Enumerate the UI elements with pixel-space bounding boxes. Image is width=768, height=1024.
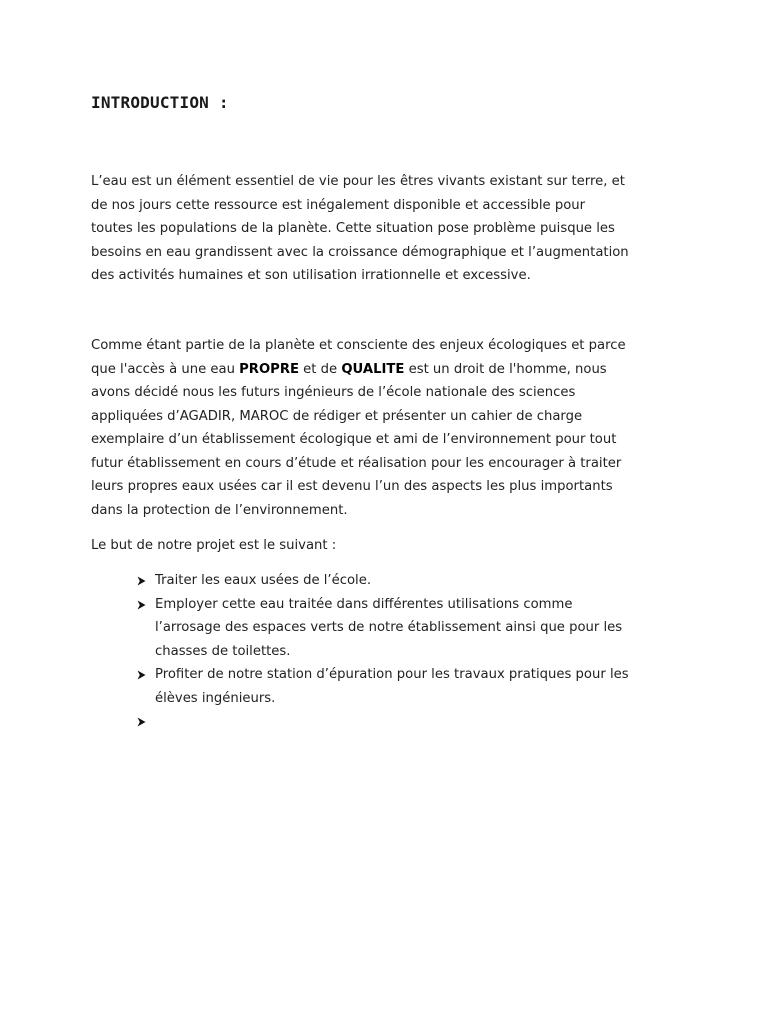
paragraph-context bbox=[91, 334, 691, 522]
list-item bbox=[133, 569, 693, 593]
bold-term-propre: PROPRE bbox=[239, 361, 299, 377]
goals-list bbox=[133, 569, 693, 734]
list-item bbox=[133, 663, 693, 710]
arrowhead-bullet-icon bbox=[137, 600, 146, 610]
list-item-line bbox=[155, 710, 693, 734]
paragraph-line: avons décidé nous les futurs ingénieurs de l’école nationale des sciences bbox=[91, 385, 576, 400]
list-item-line: Traiter les eaux usées de l’école. bbox=[155, 573, 372, 588]
arrowhead-bullet-icon bbox=[137, 670, 146, 680]
text-run: est un droit de l'homme, nous bbox=[404, 361, 607, 377]
paragraph-goal-intro: Le but de notre projet est le suivant : bbox=[91, 538, 337, 553]
paragraph-line bbox=[91, 358, 691, 382]
paragraph-line: de nos jours cette ressource est inégalement disponible et accessible pour bbox=[91, 197, 586, 213]
list-item-line: l’arrosage des espaces verts de notre établissement ainsi que pour les bbox=[155, 620, 623, 635]
paragraph-line: toutes les populations de la planète. Cette situation pose problème puisque les bbox=[91, 221, 615, 236]
paragraph-line: exemplaire d’un établissement écologique et ami de l’environnement pour tout bbox=[91, 432, 617, 447]
paragraph-line: appliquées d’AGADIR, MAROC de rédiger et présenter un cahier de charge bbox=[91, 408, 583, 424]
paragraph-line: des activités humaines et son utilisation irrationnelle et excessive. bbox=[91, 268, 531, 283]
paragraph-line: L’eau est un élément essentiel de vie pour les êtres vivants existant sur terre, et bbox=[91, 174, 625, 189]
list-item-line: Profiter de notre station d’épuration pour les travaux pratiques pour les bbox=[155, 667, 629, 682]
list-item bbox=[133, 593, 693, 664]
list-item-line: élèves ingénieurs. bbox=[155, 690, 276, 706]
paragraph-line: besoins en eau grandissent avec la croissance démographique et l’augmentation bbox=[91, 244, 629, 260]
text-run: que l'accès à une eau bbox=[91, 361, 240, 377]
paragraph-intro bbox=[91, 170, 691, 288]
page-title: INTRODUCTION : bbox=[91, 93, 229, 112]
list-item bbox=[133, 710, 693, 734]
arrowhead-bullet-icon bbox=[137, 717, 146, 727]
paragraph-line: futur établissement en cours d’étude et réalisation pour les encourager à traiter bbox=[91, 455, 622, 471]
text-run: et de bbox=[298, 361, 342, 377]
list-item-line: Employer cette eau traitée dans différentes utilisations comme bbox=[155, 596, 573, 612]
paragraph-line: dans la protection de l’environnement. bbox=[91, 502, 348, 518]
list-item-line: chasses de toilettes. bbox=[155, 643, 291, 659]
arrowhead-bullet-icon bbox=[137, 576, 146, 586]
paragraph-line: leurs propres eaux usées car il est devenu l’un des aspects les plus importants bbox=[91, 479, 613, 494]
paragraph-line: Comme étant partie de la planète et consciente des enjeux écologiques et parce bbox=[91, 338, 626, 353]
bold-term-qualite: QUALITE bbox=[341, 361, 405, 377]
